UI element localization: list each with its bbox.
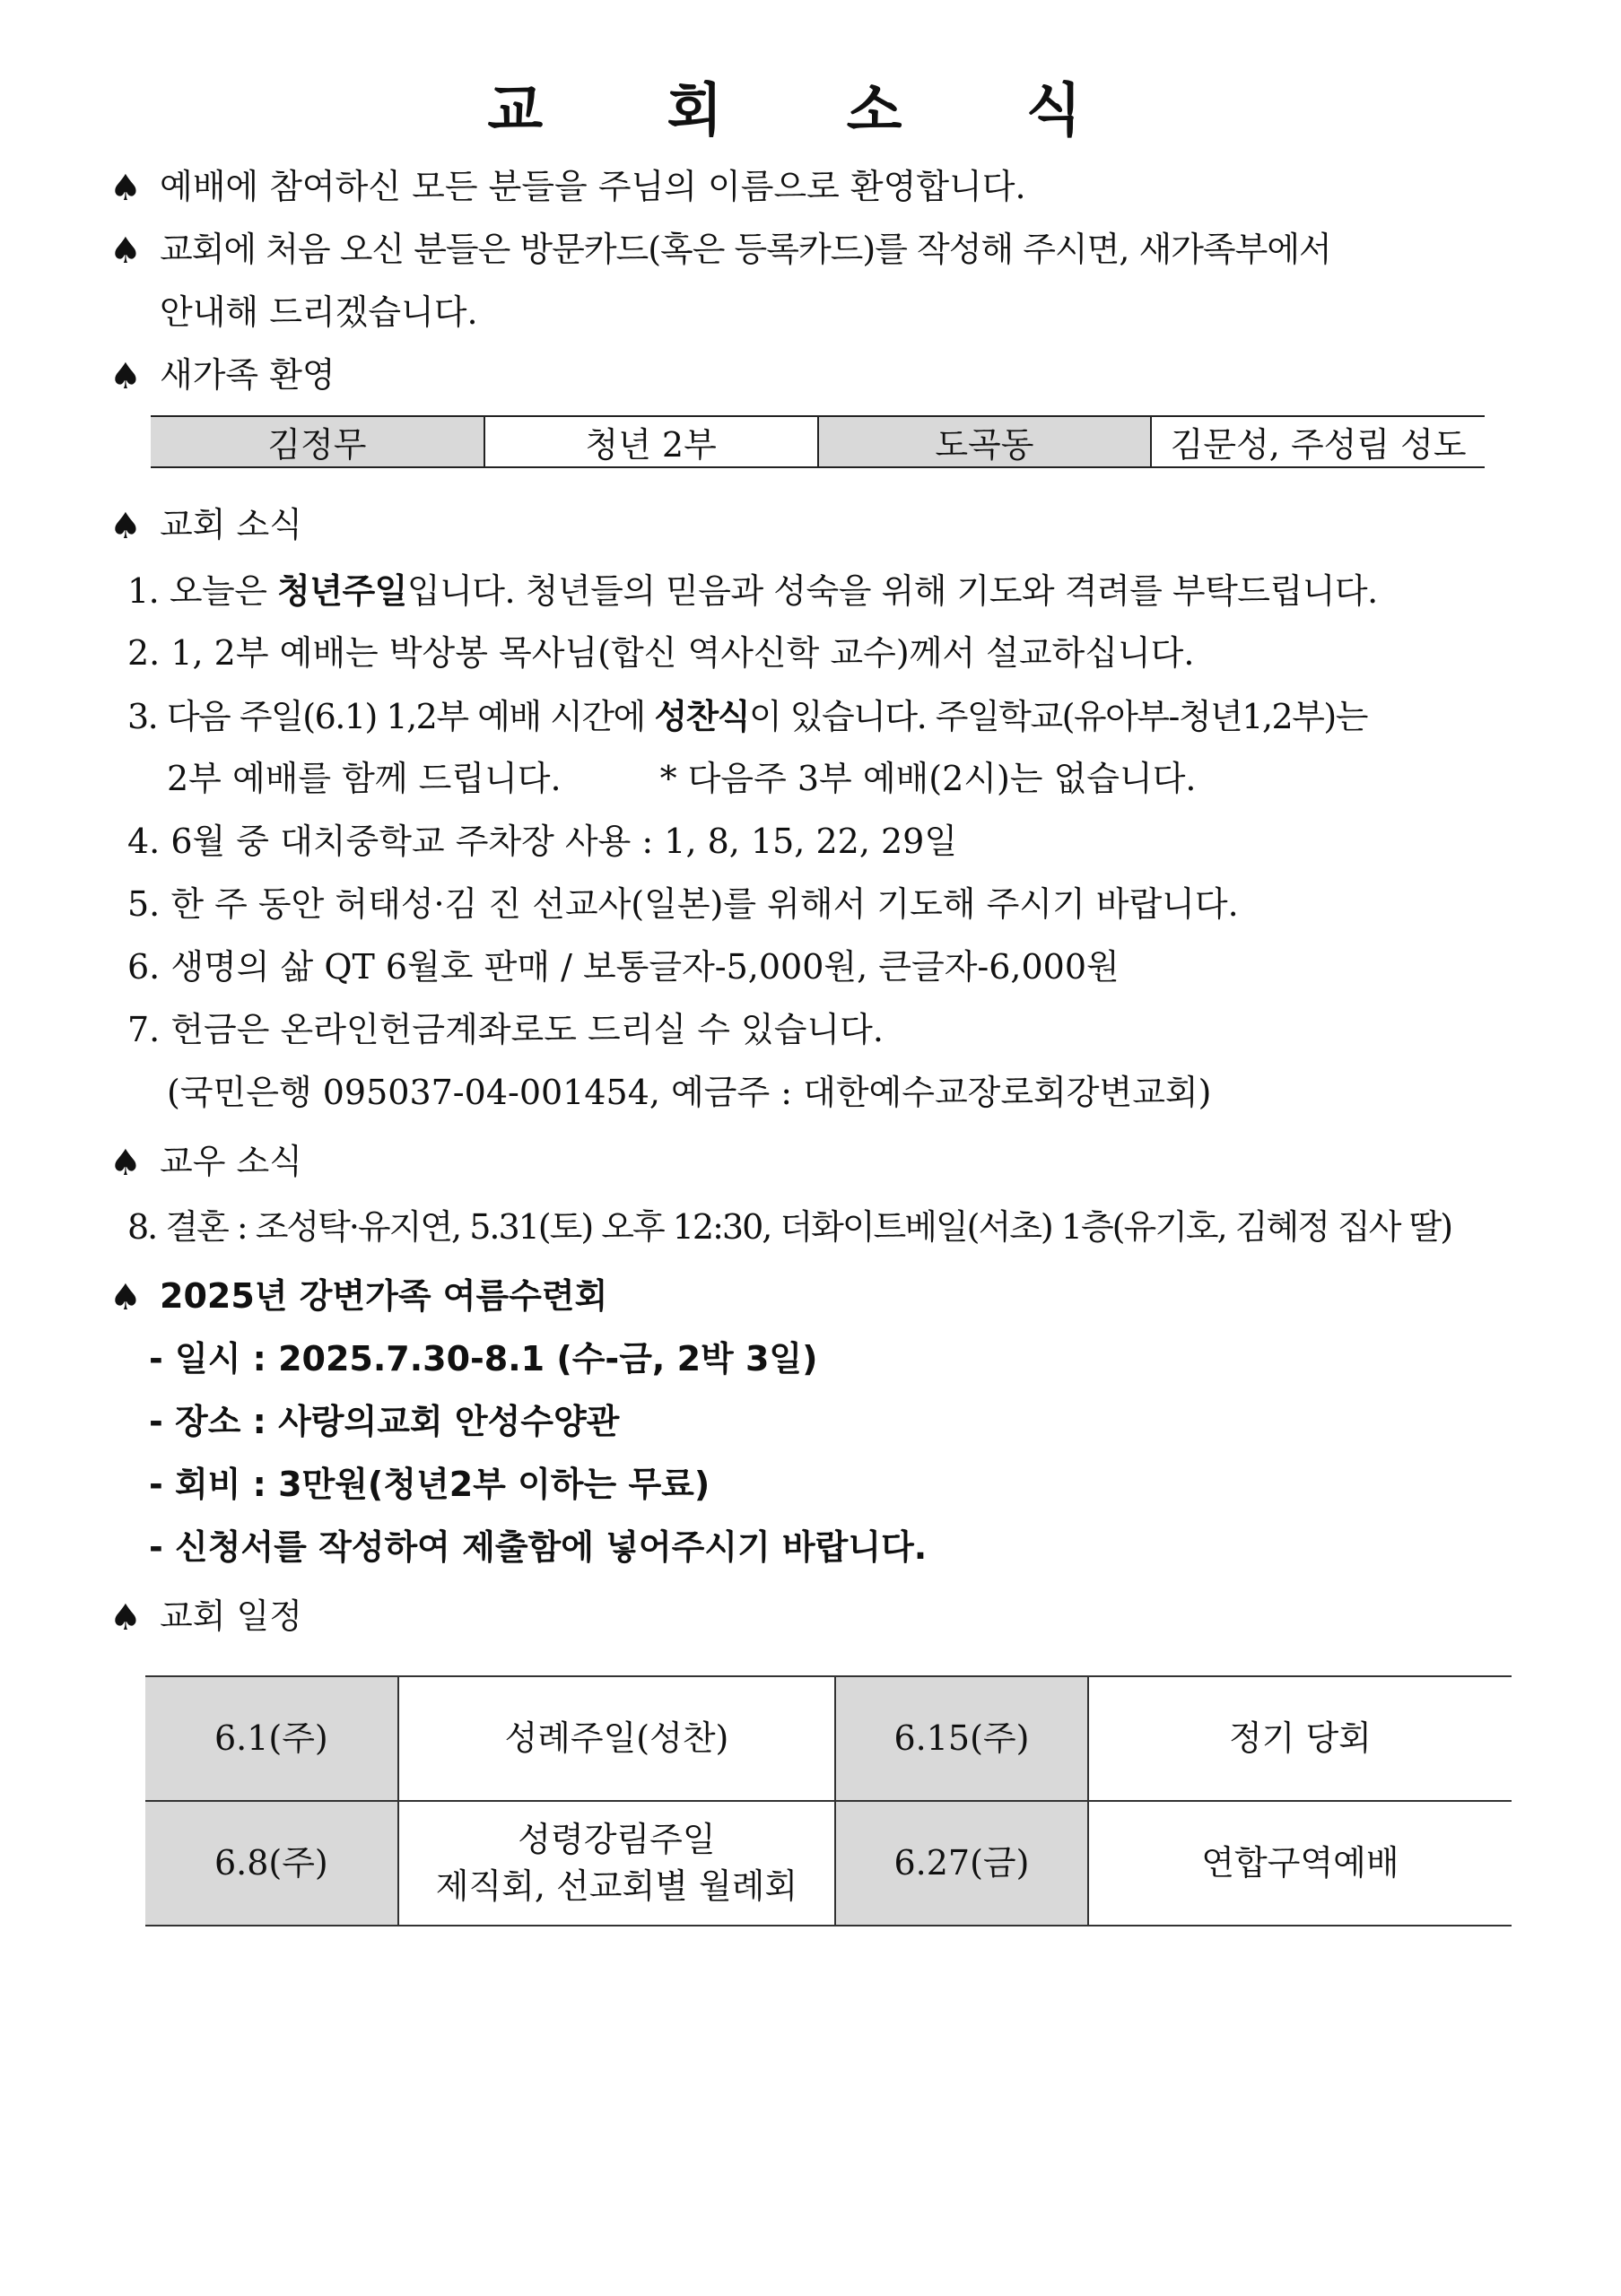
page-title: 교 회 소 식 <box>487 78 1134 144</box>
new-family-table <box>151 415 1485 468</box>
church-news-heading: 교회 소식 <box>160 505 302 544</box>
schedule-date: 6.8(주) <box>145 1801 398 1926</box>
news-item-3: 3. 다음 주일(6.1) 1,2부 예배 시간에 성찬식이 있습니다. 주일학교(유아부-청년1,2부)는 <box>127 696 1367 736</box>
news-item-3-line2: 2부 예배를 함께 드립니다. * 다음주 3부 예배(2시)는 없습니다. <box>167 759 1197 798</box>
table-cell: 김문성, 주성림 성도 <box>1151 416 1485 467</box>
member-news-heading: 교우 소식 <box>160 1142 302 1181</box>
spade-icon: ♠ <box>109 1277 142 1318</box>
schedule-event: 연합구역예배 <box>1088 1801 1512 1926</box>
schedule-event-line2: 제직회, 선교회별 월례회 <box>435 1866 798 1906</box>
retreat-fee: - 회비 : 3만원(청년2부 이하는 무료) <box>149 1465 710 1504</box>
schedule-date: 6.27(금) <box>835 1801 1088 1926</box>
news-item-5: 5. 한 주 동안 허태성·김 진 선교사(일본)를 위해서 기도해 주시기 바랍니다. <box>127 884 1239 924</box>
schedule-event: 정기 당회 <box>1088 1676 1512 1801</box>
table-cell: 청년 2부 <box>484 416 818 467</box>
table-row <box>151 416 1485 467</box>
schedule-date: 6.1(주) <box>145 1676 398 1801</box>
spade-icon: ♠ <box>109 1597 142 1639</box>
table-cell: 도곡동 <box>818 416 1152 467</box>
news-item-4: 4. 6월 중 대치중학교 주차장 사용 : 1, 8, 15, 22, 29일 <box>127 822 958 861</box>
schedule-event <box>398 1801 835 1926</box>
retreat-date: - 일시 : 2025.7.30-8.1 (수-금, 2박 3일) <box>149 1339 818 1378</box>
schedule-heading: 교회 일정 <box>160 1596 302 1636</box>
spade-icon: ♠ <box>109 356 142 397</box>
welcome-text: 예배에 참여하신 모든 분들을 주님의 이름으로 환영합니다. <box>160 167 1026 206</box>
spade-icon: ♠ <box>109 506 142 547</box>
table-row <box>145 1676 1512 1801</box>
retreat-heading: 2025년 강변가족 여름수련회 <box>160 1276 608 1316</box>
news-item-8: 8. 결혼 : 조성탁·유지연, 5.31(토) 오후 12:30, 더화이트베일(서초) 1층(유기호, 김혜정 집사 딸) <box>127 1207 1452 1247</box>
news-item-7: 7. 헌금은 온라인헌금계좌로도 드리실 수 있습니다. <box>127 1010 884 1049</box>
visitor-text-line2: 안내해 드리겠습니다. <box>160 292 478 332</box>
spade-icon: ♠ <box>109 230 142 272</box>
schedule-date: 6.15(주) <box>835 1676 1088 1801</box>
table-row <box>145 1801 1512 1926</box>
spade-icon: ♠ <box>109 168 142 209</box>
schedule-event-line1: 성령강림주일 <box>518 1820 716 1860</box>
schedule-table <box>145 1675 1512 1926</box>
schedule-event: 성례주일(성찬) <box>398 1676 835 1801</box>
news-item-7-line2: (국민은행 095037-04-001454, 예금주 : 대한예수교장로회강변교회) <box>167 1073 1212 1112</box>
visitor-text-line1: 교회에 처음 오신 분들은 방문카드(혹은 등록카드)를 작성해 주시면, 새가족부에서 <box>160 230 1331 269</box>
new-family-heading: 새가족 환영 <box>160 355 336 395</box>
news-item-2: 2. 1, 2부 예배는 박상봉 목사님(합신 역사신학 교수)께서 설교하십니다. <box>127 633 1195 673</box>
news-item-6: 6. 생명의 삶 QT 6월호 판매 / 보통글자-5,000원, 큰글자-6,000원 <box>127 947 1120 987</box>
spade-icon: ♠ <box>109 1143 142 1184</box>
table-cell: 김정무 <box>151 416 484 467</box>
news-item-1: 1. 오늘은 청년주일입니다. 청년들의 믿음과 성숙을 위해 기도와 격려를 부탁드립니다. <box>127 570 1378 611</box>
retreat-place: - 장소 : 사랑의교회 안성수양관 <box>149 1402 620 1441</box>
retreat-apply: - 신청서를 작성하여 제출함에 넣어주시기 바랍니다. <box>149 1527 928 1567</box>
